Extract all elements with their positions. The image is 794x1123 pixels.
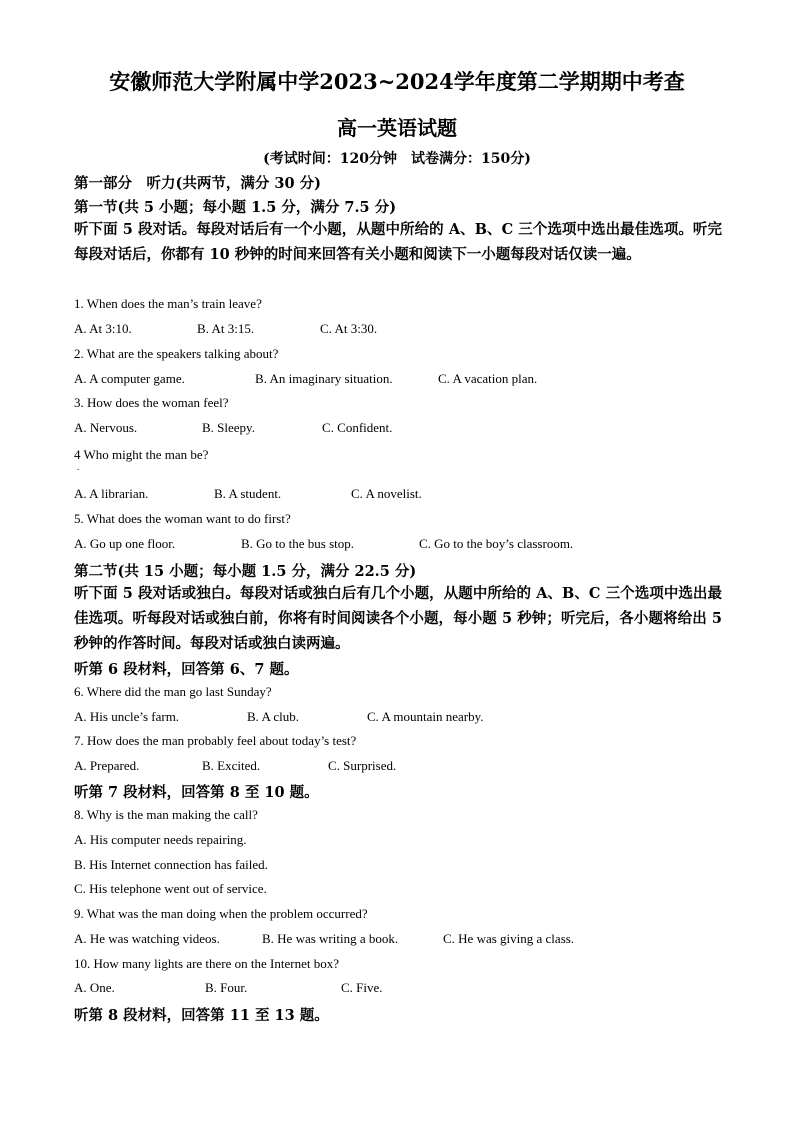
q1-option-b: B. At 3:15. (197, 321, 255, 336)
q5-option-b: B. Go to the bus stop. (241, 536, 355, 551)
section1-instructions: 听下面 5 段对话。每段对话后有一个小题，从题中所给的 A、B、C 三个选项中选出最佳选项。听完每段对话后，你都有 10 秒钟的时间来回答有关小题和阅读下一小题每段对话仅读一遍。 (74, 221, 722, 263)
q5-option-a: A. Go up one floor. (74, 536, 176, 551)
q4-option-b: B. A student. (214, 486, 282, 501)
q3-option-a: A. Nervous. (74, 420, 138, 435)
q9-option-b: B. He was writing a book. (262, 931, 399, 946)
subject-title: 高一英语试题 (337, 116, 457, 140)
q3-option-b: B. Sleepy. (202, 420, 255, 435)
q7-option-a: A. Prepared. (74, 758, 140, 773)
part1-heading: 第一部分 听力(共两节，满分 30 分) (74, 175, 321, 192)
question-stem-6: 6. Where did the man go last Sunday? (74, 684, 272, 699)
question-stem-5: 5. What does the woman want to do first? (74, 511, 291, 526)
q1-option-a: A. At 3:10. (74, 321, 132, 336)
q6-option-a: A. His uncle’s farm. (74, 709, 180, 724)
question-stem-2: 2. What are the speakers talking about? (74, 346, 279, 361)
q10-option-a: A. One. (74, 980, 115, 995)
q7-option-b: B. Excited. (202, 758, 261, 773)
q6-option-b: B. A club. (247, 709, 300, 724)
q5-option-c: C. Go to the boy’s classroom. (419, 536, 574, 551)
q2-option-b: B. An imaginary situation. (255, 371, 393, 386)
q8-option-c: C. His telephone went out of service. (74, 881, 267, 896)
question-stem-10: 10. How many lights are there on the Internet box? (74, 956, 339, 971)
stray-mark: . (77, 462, 80, 472)
question-stem-4: 4 Who might the man be? (74, 447, 209, 462)
q9-option-a: A. He was watching videos. (74, 931, 220, 946)
material-6-heading: 听第 6 段材料，回答第 6、7 题。 (74, 661, 299, 678)
school-title: 安徽师范大学附属中学2023~2024学年度第二学期期中考查 (109, 69, 685, 94)
material-7-heading: 听第 7 段材料，回答第 8 至 10 题。 (74, 784, 319, 801)
question-stem-7: 7. How does the man probably feel about today’s test? (74, 733, 357, 748)
q10-option-b: B. Four. (205, 980, 248, 995)
question-stem-9: 9. What was the man doing when the problem occurred? (74, 906, 368, 921)
section2-instructions: 听下面 5 段对话或独白。每段对话或独白后有几个小题，从题中所给的 A、B、C 三个选项中选出最佳选项。听每段对话或独白前，你将有时间阅读各个小题，每小题 5 秒钟；听完后，各小题将给出 5 秒钟的作答时间。每段对话或独白读两遍。 (74, 585, 722, 652)
q2-option-c: C. A vacation plan. (438, 371, 538, 386)
q4-option-a: A. A librarian. (74, 486, 149, 501)
q6-option-c: C. A mountain nearby. (367, 709, 484, 724)
section1-heading: 第一节(共 5 小题；每小题 1.5 分，满分 7.5 分) (74, 199, 397, 216)
question-stem-1: 1. When does the man’s train leave? (74, 296, 262, 311)
q9-option-c: C. He was giving a class. (443, 931, 575, 946)
q8-option-a: A. His computer needs repairing. (74, 832, 247, 847)
material-8-heading: 听第 8 段材料，回答第 11 至 13 题。 (74, 1007, 329, 1024)
section2-heading: 第二节(共 15 小题；每小题 1.5 分，满分 22.5 分) (74, 563, 417, 580)
q3-option-c: C. Confident. (322, 420, 393, 435)
exam-info: (考试时间：120分钟 试卷满分：150分) (263, 151, 531, 167)
q2-option-a: A. A computer game. (74, 371, 185, 386)
question-stem-8: 8. Why is the man making the call? (74, 807, 258, 822)
q10-option-c: C. Five. (341, 980, 383, 995)
q4-option-c: C. A novelist. (351, 486, 422, 501)
question-stem-3: 3. How does the woman feel? (74, 395, 229, 410)
q8-option-b: B. His Internet connection has failed. (74, 857, 268, 872)
q7-option-c: C. Surprised. (328, 758, 397, 773)
q1-option-c: C. At 3:30. (320, 321, 378, 336)
